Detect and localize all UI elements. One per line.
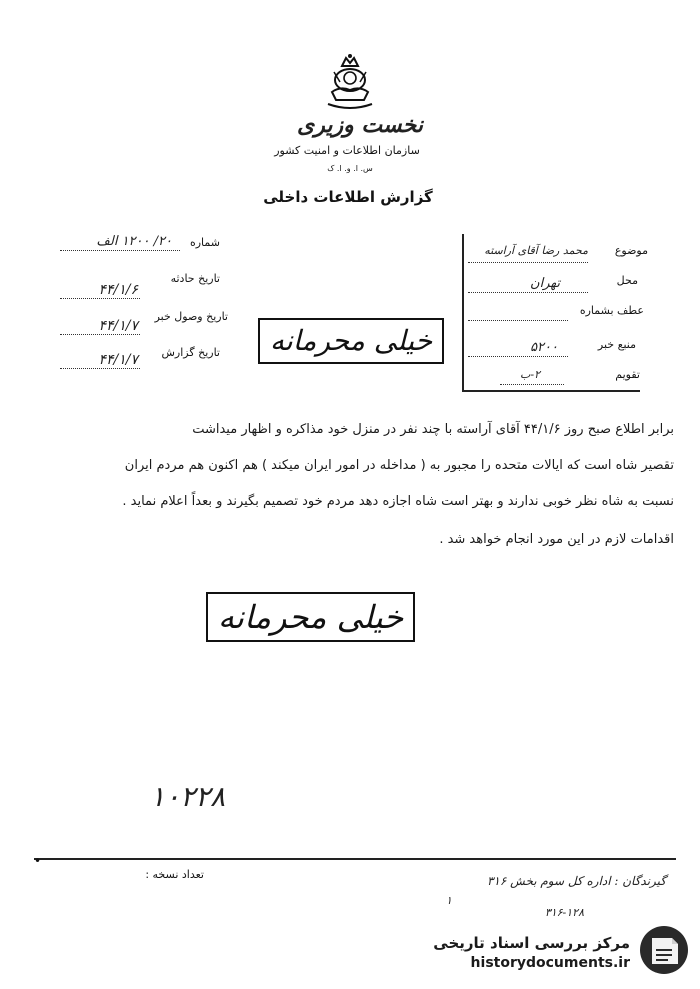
body-line-3: نسبت به شاه نظر خوبی ندارند و بهتر است شاه اجازه دهد مردم خود تصمیم بگیرند و بعداً اعلام نماید . (122, 494, 674, 509)
reference-line (468, 320, 568, 321)
body-line-2: تقصیر شاه است که ایالات متحده را مجبور به ( مداخله در امور ایران میکند ) هم اکنون هم مردم ایران (124, 458, 674, 473)
fields-divider (462, 234, 464, 390)
organization-code: س. ا. و. ا. ک (327, 164, 373, 173)
organization-name: سازمان اطلاعات و امنیت کشور (274, 144, 420, 157)
received-date-line (60, 334, 140, 335)
incident-date-value: ۴۴/۱/۶ (98, 282, 138, 298)
source-line (468, 356, 568, 357)
subject-label: موضوع (614, 244, 648, 257)
incident-date-line (60, 298, 140, 299)
recipients-bullet: ۱ (446, 894, 452, 907)
fields-bottom-rule (462, 390, 640, 392)
footer-bullet: • (34, 854, 42, 868)
evaluation-value: ۲-ب (520, 368, 540, 381)
report-date-label: تاریخ گزارش (161, 346, 220, 359)
received-date-label: تاریخ وصول خبر (154, 310, 228, 323)
copies-label: تعداد نسخه : (145, 868, 204, 881)
location-value: تهران (530, 276, 560, 291)
number-line (60, 250, 180, 251)
report-title: گزارش اطلاعات داخلی (263, 188, 433, 206)
received-date-value: ۴۴/۱/۷ (98, 318, 138, 334)
location-label: محل (616, 274, 638, 287)
source-value: ۵۲۰۰ (530, 340, 558, 355)
body-line-4: اقدامات لازم در این مورد انجام خواهد شد . (439, 532, 674, 547)
number-label: شماره (189, 236, 220, 249)
classification-stamp-top: خیلی محرمانه (258, 318, 444, 364)
recipients-label: گیرندگان : اداره کل سوم بخش ۳۱۶ (486, 874, 666, 888)
evaluation-label: تقویم (615, 368, 640, 381)
incident-date-label: تاریخ حادثه (170, 272, 220, 285)
evaluation-line (500, 384, 564, 385)
history-documents-logo-icon (638, 924, 690, 976)
ministry-title: نخست وزیری (297, 112, 423, 138)
reference-label: عطف بشماره (579, 304, 644, 317)
source-label: منبع خبر (597, 338, 636, 351)
watermark-site: historydocuments.ir (470, 955, 630, 971)
classification-stamp-middle: خیلی محرمانه (206, 592, 415, 642)
recipients-line-2: ۳۱۶-۱۲۸ (544, 906, 584, 919)
archive-number: ۱۰۲۲۸ (150, 780, 226, 813)
report-date-line (60, 368, 140, 369)
footer-rule (34, 858, 676, 860)
location-line (468, 292, 588, 293)
watermark-name: مرکز بررسی اسناد تاریخی (433, 934, 630, 952)
report-date-value: ۴۴/۱/۷ (98, 352, 138, 368)
coat-of-arms-icon (320, 52, 380, 114)
subject-line (468, 262, 588, 263)
body-line-1: برابر اطلاع صبح روز ۴۴/۱/۶ آقای آراسته با چند نفر در منزل خود مذاکره و اظهار میداشت (192, 422, 674, 437)
subject-value: محمد رضا آقای آراسته (484, 244, 588, 257)
number-value: ۲۰/ ۱۲۰۰ الف (96, 234, 172, 249)
